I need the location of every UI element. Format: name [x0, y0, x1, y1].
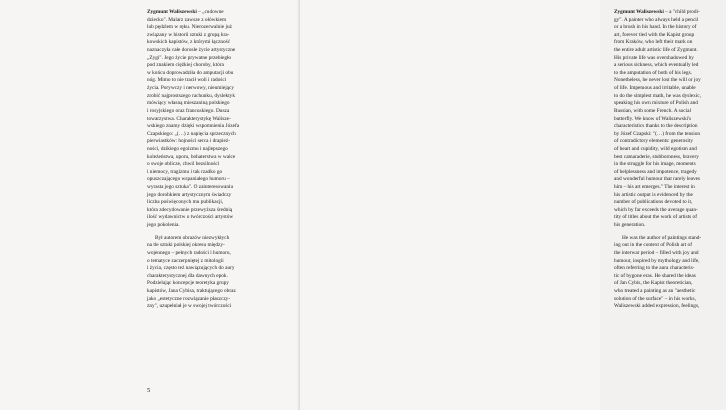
english-paragraph-1-line: which by far exceeds the average quan- [614, 206, 698, 213]
page-number: 5 [147, 387, 151, 394]
polish-paragraph-2 [147, 235, 255, 311]
english-paragraph-1-line: his artistic output is evidenced by the [614, 191, 693, 198]
polish-paragraph-1-line: liczba poświęconych mu publikacji, [147, 199, 224, 206]
english-paragraph-2-line: He was the author of paintings stand- [622, 234, 702, 241]
english-paragraph-2-line: solution of the surface" – in his works, [614, 295, 696, 302]
polish-paragraph-1 [147, 9, 255, 230]
polish-paragraph-2-line: Był autorem obrazów niezwykłych [155, 234, 230, 241]
english-paragraph-2 [614, 235, 726, 311]
polish-paragraph-1-line: nóg. Mimo to nie tracił woli i radości [147, 77, 227, 84]
english-paragraph-1-line: number of publications devoted to it, [614, 199, 693, 206]
english-paragraph-1-line: and wonderful humour that rarely leaves [614, 176, 701, 183]
english-paragraph-1-line: of heart and cupidity, wild egotism and [614, 145, 697, 152]
english-paragraph-1-line: or a brush in his hand. In the history of [614, 24, 697, 31]
polish-paragraph-1-line: i rosyjskiego oraz francuskiego. Dusza [147, 107, 230, 114]
polish-paragraph-1-line: koleżeństwa, uporu, bohaterstwa w walce [147, 153, 236, 160]
polish-paragraph-1-line-0 [147, 9, 255, 17]
english-paragraph-2-line: often referring to the aura characteris- [614, 265, 695, 272]
english-paragraph-1-line: from Kraków, who left their mark on [614, 39, 693, 46]
polish-paragraph-1-line: związany w historii sztuki z grupą kra- [147, 31, 230, 38]
english-paragraph-1-line: of life. Impetuous and irritable, unable [614, 85, 696, 92]
english-paragraph-1-line: butterfly. We know of Waliszewski's [614, 115, 692, 122]
english-author-name: Zygmunt Waliszewski [614, 9, 664, 15]
english-paragraph-1-line: characteristics thanks to the description [614, 123, 698, 130]
polish-paragraph-1-line: opuszczającego wspaniałego humoru – [147, 176, 230, 183]
polish-paragraph-1-line: naznaczyła całe dorosłe życie artystyczne [147, 47, 236, 54]
english-first-line-rest: – a "child prodi- [663, 9, 700, 15]
polish-paragraph-1-line: kowskich kapistów, z którymi łączność [147, 39, 231, 46]
polish-paragraph-1-line: ilość wydawnictw o twórczości artystów [147, 214, 234, 221]
english-paragraph-1-line: art, forever tied with the Kapist group [614, 31, 695, 38]
english-paragraph-2-line: of Jan Cybis, the Kapist theoretician, [614, 280, 693, 287]
polish-first-line-rest: – „cudowne [196, 9, 224, 15]
english-paragraph-1-line: Nonetheless, he never lost the will or joy [614, 77, 701, 84]
polish-paragraph-1-line: zrobić najprostszego rachunku, dyslektyk [147, 92, 235, 99]
polish-paragraph-1-line: i niemocy, tragizmu i tak rzadko go [147, 168, 223, 175]
polish-paragraph-2-line: zny", uzupełniał je w swojej twórczości [147, 303, 232, 310]
polish-paragraph-1-line: Czapskiego: „(…) z napięcia sprzecznych [147, 130, 236, 137]
polish-paragraph-1-line: życia. Porywczy i nerwowy, nieumiejący [147, 85, 235, 92]
english-paragraph-1-line: His private life was overshadowed by [614, 54, 694, 61]
polish-paragraph-2-line: wojennego – pełnych radości i humoru, [147, 249, 231, 256]
polish-paragraph-1-line: mówiący własną mieszaniną polskiego [147, 100, 230, 107]
english-paragraph-1-line: by Józef Czapski: "(…) from the tension [614, 130, 701, 137]
english-paragraph-2-line: humour, inspired by mythology and life, [614, 257, 700, 264]
english-paragraph-2-line: ing out in the context of Polish art of [614, 242, 692, 249]
english-paragraph-1-line: tity of titles about the work of artists of [614, 214, 697, 221]
english-paragraph-1-line: the entire adult artistic life of Zygmunt. [614, 47, 698, 54]
english-paragraph-1-line: best camaraderie, stubbornness, bravery [614, 153, 699, 160]
english-paragraph-2-line: the interwar period – filled with joy and [614, 249, 699, 256]
polish-text-column [147, 9, 255, 311]
polish-paragraph-1-line: jego dorobkiem artystycznym świadczy [147, 191, 232, 198]
english-paragraph-2-line: tic of bygone eras. He shared the ideas [614, 272, 696, 279]
english-paragraph-1-line: of helplessness and impotence, tragedy [614, 168, 697, 175]
polish-paragraph-1-line: wyrasta jego sztuka". O zainteresowaniu [147, 184, 234, 191]
english-paragraph-1-line: Russian, with some French. A social [614, 107, 691, 114]
english-paragraph-2-line: Waliszewski added expression, feelings, [614, 303, 700, 310]
polish-paragraph-1-line: towarzystwa. Charakterystykę Walisze- [147, 115, 231, 122]
polish-paragraph-2-line: charakterystycznej dla dawnych epok. [147, 272, 228, 279]
english-paragraph-1-line: him – his art emerges." The interest in [614, 184, 695, 191]
right-page [300, 0, 702, 410]
english-paragraph-1-line: his generation. [614, 222, 646, 229]
english-paragraph-1-line: of contradictory elements: generosity [614, 138, 693, 145]
polish-paragraph-1-line: pod znakiem ciężkiej choroby, która [147, 62, 224, 69]
polish-paragraph-1-line: jego pokolenia. [147, 222, 180, 229]
polish-paragraph-1-line: dziecko". Malarz zawsze z ołówkiem [147, 16, 227, 23]
english-paragraph-1-line: to do the simplest math, he was dyslexic, [614, 92, 701, 99]
polish-paragraph-2-line: jako „estetyczne rozwiązanie płaszczy- [147, 295, 231, 302]
english-paragraph-1-line-0 [614, 9, 726, 17]
polish-paragraph-2-line: Podzielając koncepcje teoretyka grupy [147, 280, 229, 287]
english-text-column [614, 9, 726, 311]
english-paragraph-1-line: speaking his own mixture of Polish and [614, 100, 698, 107]
english-paragraph-1 [614, 9, 726, 230]
polish-paragraph-1-line: wskiego znamy dzięki wspomnieniu Józefa [147, 123, 240, 130]
english-paragraph-1-line: a serious sickness, which eventually led [614, 62, 699, 69]
polish-paragraph-1-line: „Zygi". Jego życie prywatne przebiegło [147, 54, 232, 61]
polish-paragraph-2-line: o tematyce zaczerpniętej z mitologii [147, 257, 224, 264]
polish-paragraph-1-line: w końcu doprowadziła do amputacji obu [147, 69, 234, 76]
polish-paragraph-1-line: ności, dzikiego egoizmu i najlepszego [147, 145, 228, 152]
polish-paragraph-1-line: o swoje oblicze, chwil bezsilności [147, 161, 220, 168]
polish-paragraph-2-line: kapistów, Jana Cybisa, traktującego obraz [147, 287, 236, 294]
polish-paragraph-1-line: pierwiastków: hojności serca i drapież- [147, 138, 230, 145]
left-page [0, 0, 300, 410]
english-paragraph-1-line: to the amputation of both of his legs. [614, 69, 692, 76]
polish-author-name: Zygmunt Waliszewski [147, 9, 197, 15]
polish-paragraph-1-line: lub pędzlem w ręku. Nierozerwalnie już [147, 24, 233, 31]
english-paragraph-2-line: who treated a painting as an "aesthetic [614, 287, 696, 294]
polish-paragraph-2-line: i życia, często też nawiązujących do aury [147, 265, 235, 272]
polish-paragraph-1-line: która zdecydowanie przewyższa średnią [147, 206, 233, 213]
english-paragraph-1-line: gy". A painter who always held a pencil [614, 16, 699, 23]
polish-paragraph-2-line: na tle sztuki polskiej okresu między- [147, 242, 225, 249]
english-paragraph-1-line: in the struggle for his image, moments [614, 161, 696, 168]
